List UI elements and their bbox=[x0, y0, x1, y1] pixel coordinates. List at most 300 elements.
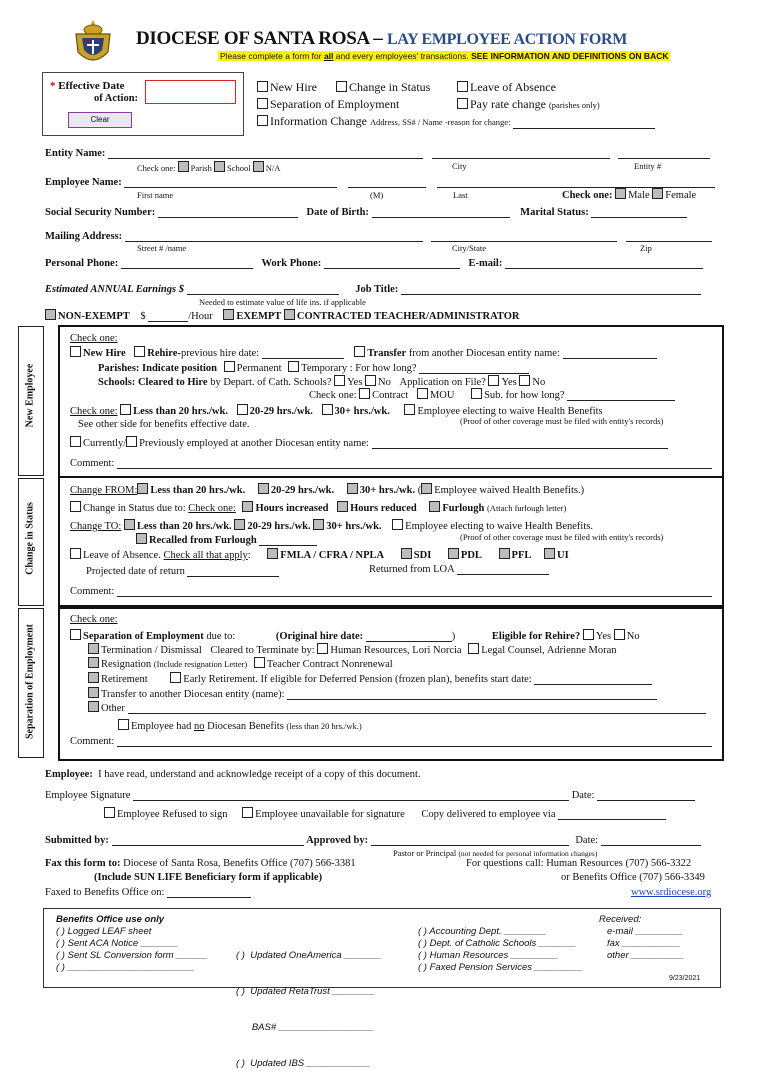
submitted-by-field[interactable] bbox=[112, 835, 304, 846]
phone-row bbox=[45, 258, 703, 269]
first-name-caption: First name bbox=[137, 190, 174, 200]
ne-lt20-checkbox[interactable] bbox=[120, 404, 131, 415]
cs-pdl-checkbox[interactable] bbox=[448, 548, 459, 559]
cs-fmla-label: FMLA / CFRA / NPLA bbox=[280, 550, 385, 561]
sep-due-label: Separation of Employment bbox=[83, 631, 204, 642]
signature-row bbox=[45, 790, 695, 801]
ne-cleared-yes-checkbox[interactable] bbox=[334, 375, 345, 386]
banner-mid: and every employees' transactions. bbox=[333, 51, 472, 61]
cs-electing-checkbox[interactable] bbox=[392, 519, 403, 530]
office-catholic-schools: ( ) Dept. of Catholic Schools _______ bbox=[418, 938, 576, 949]
contracted-checkbox[interactable] bbox=[284, 309, 295, 320]
cs-recalled-checkbox[interactable] bbox=[136, 533, 147, 544]
ne-row-2 bbox=[98, 361, 529, 374]
sep-legal-label: Legal Counsel, Adrienne Moran bbox=[481, 645, 617, 656]
effective-date-input[interactable] bbox=[145, 80, 236, 104]
include-sunlife: (Include SUN LIFE Beneficiary form if applicable) bbox=[94, 872, 323, 883]
cs-furlough-label: Furlough bbox=[442, 503, 485, 514]
dob-field[interactable] bbox=[372, 207, 510, 218]
ne-app-yes-checkbox[interactable] bbox=[488, 375, 499, 386]
sep-no-benefits-pre: Employee had bbox=[131, 721, 194, 732]
ssn-row bbox=[45, 207, 687, 218]
email-field[interactable] bbox=[505, 258, 703, 269]
sep-checkbox[interactable] bbox=[70, 629, 81, 640]
cs-returned-label: Returned from LOA bbox=[369, 564, 455, 575]
cs-pdl-label: PDL bbox=[460, 550, 482, 561]
ne-parishes-label: Parishes: Indicate position bbox=[98, 363, 218, 374]
separation-side-label: Separation of Employment bbox=[24, 624, 36, 739]
sep-row-1: Separation of Employment due to: (Original hire date: ) Eligible for Rehire? Yes No bbox=[70, 629, 640, 642]
cs-row-4 bbox=[136, 533, 317, 546]
employee-label: Employee Name: bbox=[45, 177, 122, 188]
sep-early-date-field[interactable] bbox=[534, 674, 652, 685]
ne-new-hire-checkbox[interactable] bbox=[70, 346, 81, 357]
form-name: LAY EMPLOYEE ACTION FORM bbox=[386, 31, 628, 48]
cs-to-lt20-label: Less than 20 hrs./wk. bbox=[136, 521, 232, 532]
cs-from-30-label: 30+ hrs./wk. bbox=[359, 485, 416, 496]
cs-from-30-checkbox[interactable] bbox=[347, 483, 358, 494]
office-sent-aca: ( ) Sent ACA Notice _______ bbox=[56, 938, 178, 949]
office-col4 bbox=[607, 926, 684, 962]
mi-caption: (M) bbox=[370, 190, 384, 200]
office-oneamerica: ( ) Updated OneAmerica _______ bbox=[236, 950, 382, 961]
nonexempt-checkbox[interactable] bbox=[45, 309, 56, 320]
work-phone-field[interactable] bbox=[324, 258, 460, 269]
gender-check-one: Check one: bbox=[562, 190, 613, 201]
ne-app-no-label: No bbox=[532, 377, 546, 388]
sep-eligible-yes-checkbox[interactable] bbox=[583, 629, 594, 640]
school-label: School bbox=[226, 163, 251, 173]
submit-date-label: Date: bbox=[575, 835, 599, 846]
work-phone-label: Work Phone: bbox=[261, 258, 322, 269]
cs-recalled-label: Recalled from Furlough bbox=[149, 535, 257, 546]
ne-currently-checkbox[interactable] bbox=[70, 436, 81, 447]
ne-temporary-checkbox[interactable] bbox=[288, 361, 299, 372]
cs-due-check-one: Check one: bbox=[188, 503, 236, 514]
unavailable-checkbox[interactable] bbox=[242, 807, 253, 818]
sep-eligible-no-label: No bbox=[626, 631, 640, 642]
cs-ui-checkbox[interactable] bbox=[544, 548, 555, 559]
entity-city-caption: City bbox=[452, 161, 467, 171]
sep-teacher-label: Teacher Contract Nonrenewal bbox=[266, 659, 393, 670]
ne-previous-entity-field[interactable] bbox=[372, 438, 668, 449]
zip-field[interactable] bbox=[626, 231, 712, 242]
cs-ui-label: UI bbox=[557, 550, 569, 561]
first-name-field[interactable] bbox=[124, 177, 337, 188]
sep-hr-checkbox[interactable] bbox=[317, 643, 328, 654]
cs-row-3 bbox=[70, 519, 593, 532]
new-hire-label: New Hire bbox=[270, 80, 317, 94]
sep-check-one: Check one: bbox=[70, 614, 118, 625]
cs-fmla-checkbox[interactable] bbox=[267, 548, 278, 559]
contracted-label: CONTRACTED TEACHER/ADMINISTRATOR bbox=[296, 311, 520, 322]
dollar-sign: $ bbox=[140, 311, 146, 322]
sep-transfer-label: Transfer to another Diocesan entity (name): bbox=[101, 689, 285, 700]
refused-label: Employee Refused to sign bbox=[117, 809, 228, 820]
marital-field[interactable] bbox=[591, 207, 687, 218]
delivered-field[interactable] bbox=[558, 809, 666, 820]
website-link[interactable]: www.srdiocese.org bbox=[631, 887, 712, 898]
new-hire-checkbox[interactable] bbox=[257, 81, 268, 92]
approved-by-field[interactable] bbox=[371, 835, 569, 846]
cs-from-2029-checkbox[interactable] bbox=[258, 483, 269, 494]
hour-label: /Hour bbox=[188, 311, 213, 322]
unavailable-label: Employee unavailable for signature bbox=[255, 809, 405, 820]
clear-button[interactable]: Clear bbox=[68, 112, 132, 128]
entity-number-field[interactable] bbox=[618, 148, 710, 159]
cs-from-2029-label: 20-29 hrs./wk. bbox=[270, 485, 335, 496]
separation-option[interactable] bbox=[257, 97, 399, 112]
cs-sdi-label: SDI bbox=[413, 550, 432, 561]
sep-transfer-checkbox[interactable] bbox=[88, 687, 99, 698]
hourly-rate-field[interactable] bbox=[148, 311, 188, 322]
ne-currently-label: Currently/ bbox=[83, 438, 127, 449]
faxed-date-field[interactable] bbox=[167, 887, 251, 898]
cs-pfl-checkbox[interactable] bbox=[499, 548, 510, 559]
sep-hr-label: Human Resources, Lori Norcia bbox=[330, 645, 462, 656]
ne-app-no-checkbox[interactable] bbox=[519, 375, 530, 386]
cs-from-label: Change FROM: bbox=[70, 485, 138, 496]
cs-comment-field[interactable] bbox=[117, 586, 712, 597]
ne-app-yes-label: Yes bbox=[501, 377, 517, 388]
gender-row bbox=[562, 188, 696, 201]
separation-checkbox[interactable] bbox=[257, 98, 268, 109]
leave-label: Leave of Absence bbox=[470, 80, 556, 94]
ne-app-label: Application on File? bbox=[399, 377, 486, 388]
cs-proof-note: (Proof of other coverage must be filed with entity's records) bbox=[460, 532, 664, 542]
female-checkbox[interactable] bbox=[652, 188, 663, 199]
effective-label: Effective Date bbox=[58, 80, 125, 92]
exempt-label: EXEMPT bbox=[236, 311, 282, 322]
sep-no-benefits-checkbox[interactable] bbox=[118, 719, 129, 730]
sep-no-benefits-note: (less than 20 hrs./wk.) bbox=[286, 721, 362, 731]
ne-transfer-entity-field[interactable] bbox=[563, 348, 657, 359]
sep-resign-checkbox[interactable] bbox=[88, 657, 99, 668]
ne-proof-note: (Proof of other coverage must be filed with entity's records) bbox=[460, 416, 664, 426]
cs-recalled-date-field[interactable] bbox=[259, 535, 317, 546]
ne-row-4 bbox=[309, 388, 675, 401]
delivered-label: Copy delivered to employee via bbox=[421, 809, 556, 820]
na-checkbox[interactable] bbox=[253, 161, 264, 172]
ne-mou-checkbox[interactable] bbox=[417, 388, 428, 399]
ne-waive-label: Employee electing to waive Health Benefits bbox=[417, 406, 603, 417]
info-change-note: Address, SS# / Name -reason for change: bbox=[369, 117, 511, 127]
diocese-crest-logo bbox=[70, 18, 116, 70]
entity-check-one: Check one: bbox=[137, 163, 176, 173]
ne-sub-label: Sub. for how long? bbox=[484, 390, 565, 401]
entity-city-field[interactable] bbox=[432, 148, 610, 159]
fax-to: Diocese of Santa Rosa, Benefits Office (707) 566-3381 bbox=[123, 858, 356, 869]
cs-leave-label: Leave of Absence. bbox=[83, 550, 161, 561]
ne-lt20-label: Less than 20 hrs./wk. bbox=[133, 406, 228, 417]
cs-furlough-note: (Attach furlough letter) bbox=[486, 503, 567, 513]
job-title-field[interactable] bbox=[401, 284, 701, 295]
na-label: N/A bbox=[265, 163, 281, 173]
ne-30-label: 30+ hrs./wk. bbox=[334, 406, 390, 417]
parish-checkbox[interactable] bbox=[178, 161, 189, 172]
ack-row bbox=[45, 769, 421, 780]
ne-check-one: Check one: bbox=[70, 333, 118, 344]
office-pension: ( ) Faxed Pension Services _________ bbox=[418, 962, 583, 973]
submit-date-field[interactable] bbox=[601, 835, 701, 846]
info-change-label: Information Change bbox=[270, 114, 367, 128]
ne-sub-checkbox[interactable] bbox=[471, 388, 482, 399]
entity-name-field[interactable] bbox=[108, 148, 423, 159]
sep-teacher-checkbox[interactable] bbox=[254, 657, 265, 668]
job-title-label: Job Title: bbox=[355, 284, 399, 295]
info-change-option[interactable] bbox=[257, 114, 655, 129]
office-blank: ( ) ________________________ bbox=[56, 962, 195, 973]
sep-comment-field[interactable] bbox=[117, 736, 712, 747]
ne-30-checkbox[interactable] bbox=[322, 404, 333, 415]
fax-label: Fax this form to: bbox=[45, 858, 121, 869]
cs-row-6 bbox=[86, 566, 279, 577]
ne-hours-check-one: Check one: bbox=[70, 406, 118, 417]
pay-rate-checkbox[interactable] bbox=[457, 98, 468, 109]
pay-rate-option[interactable] bbox=[457, 97, 600, 112]
office-col2 bbox=[236, 926, 381, 1082]
mailing-row bbox=[45, 231, 712, 242]
approved-by-label: Approved by: bbox=[306, 835, 369, 846]
sep-row-3 bbox=[88, 657, 393, 670]
ssn-field[interactable] bbox=[158, 207, 298, 218]
signature-options-row bbox=[104, 807, 666, 820]
last-caption: Last bbox=[453, 190, 468, 200]
signature-label: Employee Signature bbox=[45, 790, 131, 801]
school-checkbox[interactable] bbox=[214, 161, 225, 172]
cs-to-lt20-checkbox[interactable] bbox=[124, 519, 135, 530]
ack-employee-label: Employee: bbox=[45, 769, 93, 780]
form-title bbox=[136, 28, 627, 50]
office-title: Benefits Office use only bbox=[56, 914, 165, 925]
office-bas: BAS# __________________ bbox=[236, 1022, 374, 1033]
cs-projected-field[interactable] bbox=[187, 566, 279, 577]
pastor-note: (not needed for personal information changes) bbox=[458, 849, 598, 858]
cs-returned-field[interactable] bbox=[457, 564, 549, 575]
sep-legal-checkbox[interactable] bbox=[468, 643, 479, 654]
entity-label: Entity Name: bbox=[45, 148, 106, 159]
sep-other-checkbox[interactable] bbox=[88, 701, 99, 712]
sep-eligible-no-checkbox[interactable] bbox=[614, 629, 625, 640]
sep-comment-row bbox=[70, 736, 712, 747]
sep-resign-note: (Include resignation Letter) bbox=[153, 659, 248, 669]
banner-all: all bbox=[323, 51, 334, 61]
sep-no-benefits-no: no bbox=[193, 721, 205, 732]
middle-initial-field[interactable] bbox=[348, 177, 426, 188]
cs-hrs-red-checkbox[interactable] bbox=[337, 501, 348, 512]
ne-transfer-checkbox[interactable] bbox=[354, 346, 365, 357]
ne-previously-checkbox[interactable] bbox=[126, 436, 137, 447]
cs-electing-label: Employee electing to waive Health Benefits. bbox=[405, 521, 593, 532]
pastor-label: Pastor or Principal bbox=[393, 848, 457, 858]
new-employee-side-label: New Employee bbox=[24, 363, 36, 428]
personal-phone-field[interactable] bbox=[121, 258, 253, 269]
change-status-option[interactable] bbox=[336, 80, 430, 95]
nonexempt-label: NON-EXEMPT bbox=[58, 311, 130, 322]
new-hire-option[interactable] bbox=[257, 80, 317, 95]
sep-comment-label: Comment: bbox=[70, 736, 115, 747]
sep-term-checkbox[interactable] bbox=[88, 643, 99, 654]
office-other: other __________ bbox=[607, 950, 685, 961]
refused-checkbox[interactable] bbox=[104, 807, 115, 818]
ne-rehire-note: previous hire date: bbox=[180, 348, 260, 359]
sep-eligible-label: Eligible for Rehire? bbox=[491, 631, 581, 642]
ne-cleared-label: Cleared to Hire bbox=[137, 377, 208, 388]
change-status-side-label: Change in Status bbox=[24, 502, 36, 575]
sep-row-7 bbox=[118, 719, 362, 732]
email-label: E-mail: bbox=[468, 258, 503, 269]
sep-transfer-field[interactable] bbox=[287, 689, 657, 700]
info-change-checkbox[interactable] bbox=[257, 115, 268, 126]
street-field[interactable] bbox=[125, 231, 423, 242]
ne-how-long-label: For how long? bbox=[355, 363, 417, 374]
ne-cleared-no-label: No bbox=[378, 377, 391, 388]
ne-2029-checkbox[interactable] bbox=[237, 404, 248, 415]
org-name: DIOCESE OF SANTA ROSA – bbox=[136, 28, 383, 49]
cs-row-5: Leave of Absence. Check all that apply: FMLA / CFRA / NPLA SDI PDL PFL UI bbox=[70, 548, 569, 561]
effective-label2: of Action: bbox=[94, 93, 139, 104]
office-col1 bbox=[56, 926, 208, 974]
citystate-caption: City/State bbox=[452, 243, 486, 253]
banner-bold: SEE INFORMATION AND DEFINITIONS ON BACK bbox=[471, 51, 669, 61]
marital-label: Marital Status: bbox=[520, 207, 589, 218]
cs-projected-label: Projected date of return bbox=[86, 566, 185, 577]
ne-permanent-checkbox[interactable] bbox=[224, 361, 235, 372]
ne-cleared-no-checkbox[interactable] bbox=[365, 375, 376, 386]
earnings-field[interactable] bbox=[187, 284, 339, 295]
office-retatrust: ( ) Updated RetaTrust ________ bbox=[236, 986, 375, 997]
benefits-phone: or Benefits Office (707) 566-3349 bbox=[561, 872, 705, 883]
sep-retire-label: Retirement bbox=[101, 674, 148, 685]
exempt-checkbox[interactable] bbox=[223, 309, 234, 320]
sep-due-to: due to: bbox=[206, 631, 236, 642]
faxed-row bbox=[45, 887, 251, 898]
signature-date-label: Date: bbox=[571, 790, 595, 801]
mailing-label: Mailing Address: bbox=[45, 231, 123, 242]
ne-rehire-date-field[interactable] bbox=[262, 348, 344, 359]
city-state-field[interactable] bbox=[431, 231, 617, 242]
ne-cleared-yes-label: Yes bbox=[347, 377, 363, 388]
cs-to-30-checkbox[interactable] bbox=[313, 519, 324, 530]
ne-transfer-note: from another Diocesan entity name: bbox=[408, 348, 560, 359]
pay-rate-label: Pay rate change bbox=[470, 97, 546, 111]
sep-resign-label: Resignation bbox=[101, 659, 152, 670]
sep-row-4 bbox=[88, 672, 652, 685]
ne-mou-label: MOU bbox=[429, 390, 455, 401]
change-status-checkbox[interactable] bbox=[336, 81, 347, 92]
sep-other-field[interactable] bbox=[128, 703, 706, 714]
personal-phone-label: Personal Phone: bbox=[45, 258, 119, 269]
effective-date-label bbox=[50, 80, 125, 92]
ne-how-long-field[interactable] bbox=[419, 363, 529, 374]
leave-option[interactable] bbox=[457, 80, 556, 95]
ne-waive-checkbox[interactable] bbox=[404, 404, 415, 415]
cs-to-2029-label: 20-29 hrs./wk. bbox=[247, 521, 311, 532]
sep-cleared-by: Cleared to Terminate by: bbox=[210, 645, 315, 656]
ne-contract-check-one: Check one: bbox=[309, 390, 357, 401]
ne-contract-checkbox[interactable] bbox=[359, 388, 370, 399]
cs-row-1: Change FROM: Less than 20 hrs./wk. 20-29 hrs./wk. 30+ hrs./wk. ( Employee waived Health Benefits.) bbox=[70, 485, 585, 496]
submitted-by-label: Submitted by: bbox=[45, 835, 109, 846]
earnings-note: Needed to estimate value of life ins. if applicable bbox=[199, 297, 366, 307]
sep-orig-hire-label: (Original hire date: bbox=[275, 631, 364, 642]
ack-text: I have read, understand and acknowledge receipt of a copy of this document. bbox=[98, 769, 421, 780]
male-checkbox[interactable] bbox=[615, 188, 626, 199]
entity-row bbox=[45, 148, 710, 159]
sep-retire-checkbox[interactable] bbox=[88, 672, 99, 683]
ne-previously-label: Previously employed at another Diocesan entity name: bbox=[139, 438, 369, 449]
office-logged-leaf: ( ) Logged LEAF sheet bbox=[56, 926, 152, 937]
info-change-reason-field[interactable] bbox=[513, 118, 655, 129]
last-name-field[interactable] bbox=[437, 177, 715, 188]
female-label: Female bbox=[665, 190, 697, 201]
signature-field[interactable] bbox=[133, 790, 569, 801]
ne-contract-label: Contract bbox=[372, 390, 409, 401]
cs-from-lt20-checkbox[interactable] bbox=[137, 483, 148, 494]
ne-2029-label: 20-29 hrs./wk. bbox=[249, 406, 313, 417]
ne-sub-field[interactable] bbox=[567, 390, 675, 401]
sep-early-checkbox[interactable] bbox=[170, 672, 181, 683]
sep-no-benefits-post: Diocesan Benefits bbox=[204, 721, 284, 732]
cs-hrs-red-label: Hours reduced bbox=[350, 503, 417, 514]
office-accounting: ( ) Accounting Dept. ________ bbox=[418, 926, 547, 937]
ne-new-hire-label: New Hire bbox=[83, 348, 126, 359]
cs-leave-checkbox[interactable] bbox=[70, 548, 81, 559]
cs-waived-label: Employee waived Health Benefits. bbox=[434, 485, 581, 496]
cs-hrs-inc-label: Hours increased bbox=[255, 503, 329, 514]
instructions-banner bbox=[218, 51, 670, 61]
ne-permanent-label: Permanent bbox=[236, 363, 282, 374]
cs-waived-checkbox[interactable] bbox=[421, 483, 432, 494]
zip-caption: Zip bbox=[640, 243, 652, 253]
cs-pfl-label: PFL bbox=[511, 550, 532, 561]
ne-rehire-checkbox[interactable] bbox=[134, 346, 145, 357]
office-sent-sl: ( ) Sent SL Conversion form ______ bbox=[56, 950, 208, 961]
office-received: Received: bbox=[599, 914, 642, 925]
leave-checkbox[interactable] bbox=[457, 81, 468, 92]
sep-term-label: Termination / Dismissal bbox=[101, 645, 202, 656]
office-hr: ( ) Human Resources _________ bbox=[418, 950, 559, 961]
ne-row-3 bbox=[98, 375, 545, 388]
submit-row bbox=[45, 835, 701, 846]
cs-to-30-label: 30+ hrs./wk. bbox=[326, 521, 382, 532]
office-email: e-mail _________ bbox=[607, 926, 684, 937]
cs-to-2029-checkbox[interactable] bbox=[234, 519, 245, 530]
fax-row bbox=[45, 858, 356, 869]
ne-comment-field[interactable] bbox=[117, 458, 712, 469]
cs-from-lt20-label: Less than 20 hrs./wk. bbox=[150, 485, 246, 496]
exempt-row bbox=[45, 309, 520, 322]
office-fax: fax ___________ bbox=[607, 938, 681, 949]
office-ibs: ( ) Updated IBS ____________ bbox=[236, 1058, 371, 1069]
ne-row-1 bbox=[70, 346, 657, 359]
street-caption: Street # /name bbox=[137, 243, 187, 253]
sep-orig-hire-field[interactable] bbox=[366, 631, 452, 642]
cs-hrs-inc-checkbox[interactable] bbox=[242, 501, 253, 512]
questions-line: For questions call: Human Resources (707) 566-3322 bbox=[466, 858, 692, 869]
parish-label: Parish bbox=[190, 163, 212, 173]
ne-see-other: See other side for benefits effective date. bbox=[78, 419, 250, 430]
ne-transfer-label: Transfer bbox=[367, 348, 407, 359]
signature-date-field[interactable] bbox=[597, 790, 695, 801]
cs-due-label: Change in Status due to: bbox=[83, 503, 186, 514]
cs-sdi-checkbox[interactable] bbox=[401, 548, 412, 559]
cs-due-checkbox[interactable] bbox=[70, 501, 81, 512]
required-star: * bbox=[50, 80, 56, 92]
cs-furlough-checkbox[interactable] bbox=[429, 501, 440, 512]
office-col3 bbox=[418, 926, 582, 974]
cs-comment-label: Comment: bbox=[70, 586, 115, 597]
